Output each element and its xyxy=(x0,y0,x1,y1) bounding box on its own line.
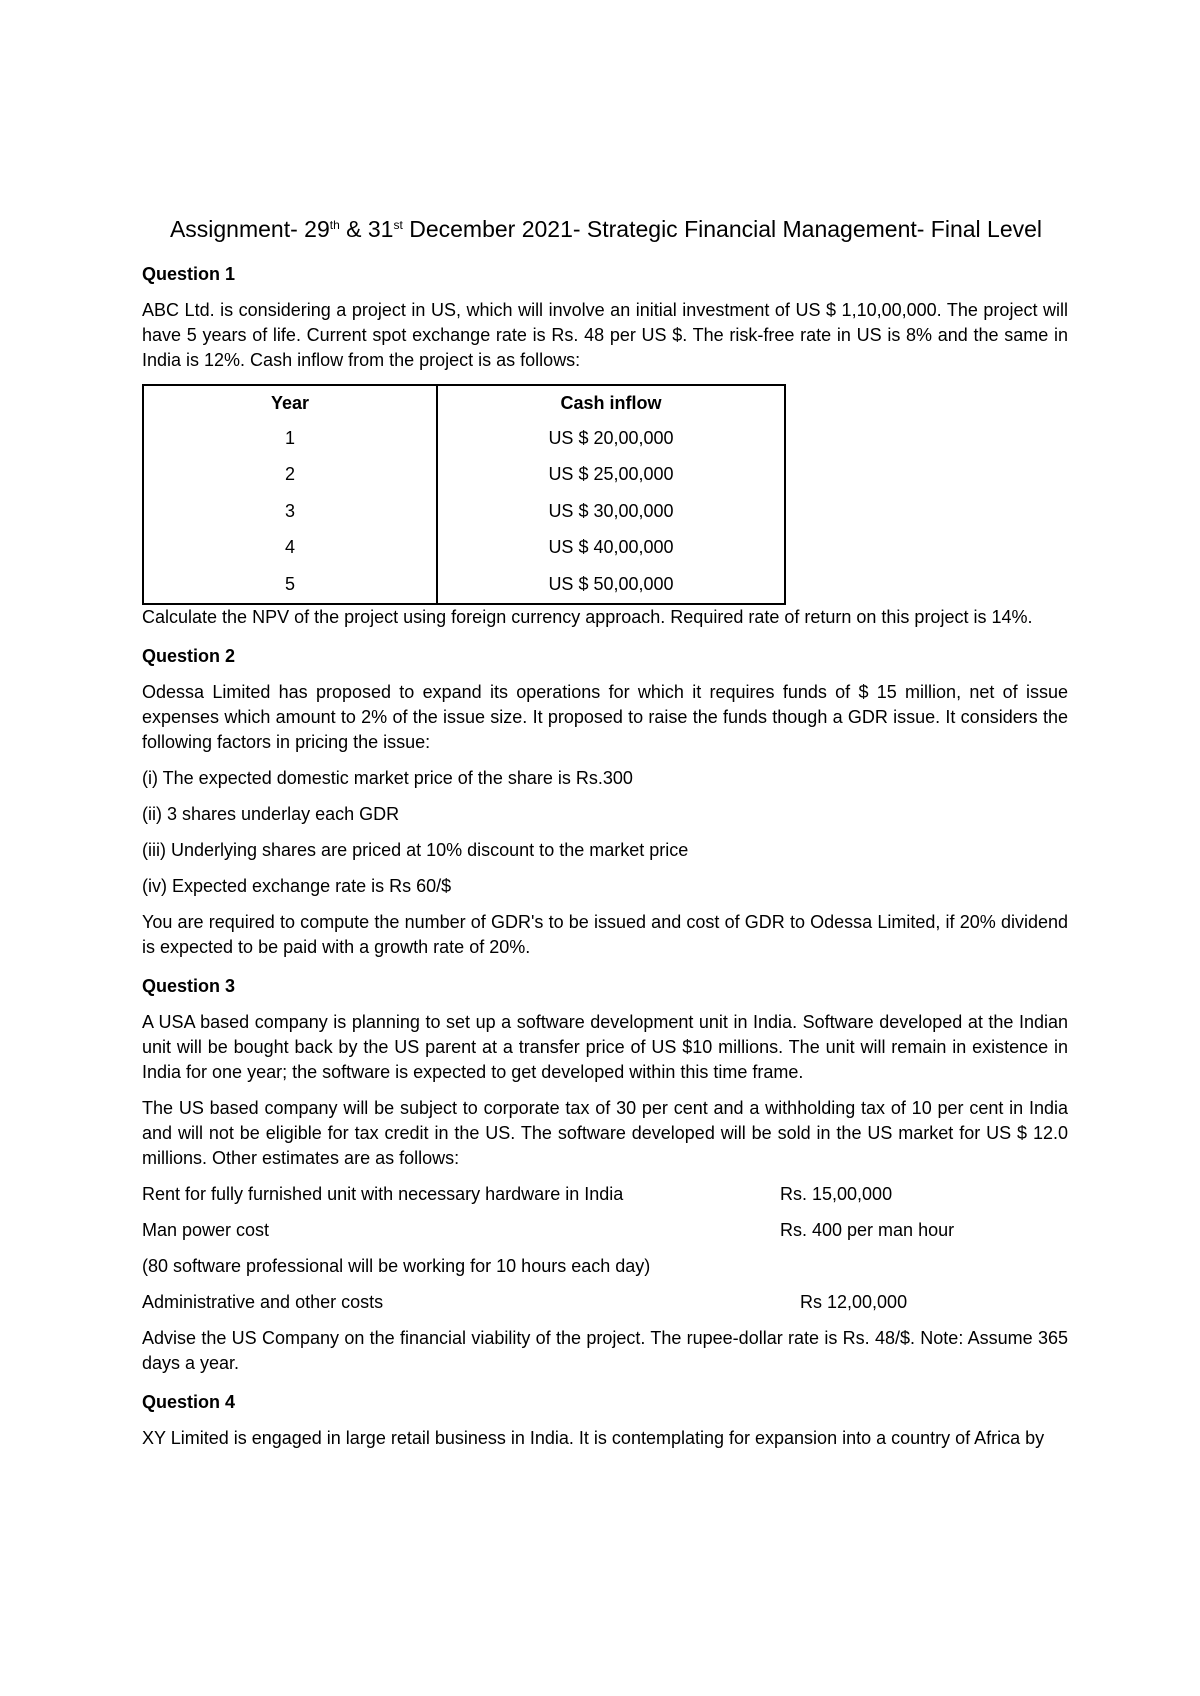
table-cell-year: 2 xyxy=(143,457,437,494)
question-1-heading: Question 1 xyxy=(142,264,236,284)
table-cell-year: 4 xyxy=(143,530,437,567)
table-row xyxy=(143,530,785,567)
estimate-label-admin: Administrative and other costs xyxy=(142,1291,384,1312)
table-cell-cash-inflow: US $ 25,00,000 xyxy=(548,464,674,485)
question-4-heading: Question 4 xyxy=(142,1391,236,1412)
document-title: Assignment- 29th & 31st December 2021- Strategic Financial Management- Final Level xyxy=(169,216,1043,242)
estimate-row-manpower xyxy=(142,1218,1068,1243)
estimate-row-admin xyxy=(142,1290,1068,1315)
question-2-closing: You are required to compute the number of GDR's to be issued and cost of GDR to Odessa Limited, if 20% dividend is expected to be paid with a growth rate of 20%. xyxy=(142,911,1068,957)
table-row xyxy=(143,493,785,530)
question-3-heading: Question 3 xyxy=(142,975,236,996)
question-2-item-3: (iii) Underlying shares are priced at 10% discount to the market price xyxy=(142,839,689,860)
table-header-cash-inflow: Cash inflow xyxy=(560,392,662,413)
estimate-label-manpower: Man power cost xyxy=(142,1219,270,1240)
table-cell-cash-inflow: US $ 40,00,000 xyxy=(548,537,674,558)
table-cell-cash-inflow: US $ 30,00,000 xyxy=(548,500,674,521)
question-2-item-1: (i) The expected domestic market price of the share is Rs.300 xyxy=(142,767,633,788)
table-cell-year: 3 xyxy=(143,493,437,530)
table-row xyxy=(143,566,785,604)
question-2-intro: Odessa Limited has proposed to expand its operations for which it requires funds of $ 15 million, net of issue expenses which amount to 2% of the issue size. It proposed to raise the funds though a GDR issue. It considers the following factors in pricing the issue: xyxy=(142,681,1068,752)
table-row xyxy=(143,457,785,494)
table-row xyxy=(143,420,785,457)
question-3-closing: Advise the US Company on the financial viability of the project. The rupee-dollar rate is Rs. 48/$. Note: Assume 365 days a year. xyxy=(142,1327,1068,1373)
estimate-note-manpower: (80 software professional will be working for 10 hours each day) xyxy=(142,1255,651,1276)
document-body xyxy=(142,214,1068,1462)
table-cell-cash-inflow: US $ 20,00,000 xyxy=(548,427,674,448)
question-1-intro: ABC Ltd. is considering a project in US, which will involve an initial investment of US $ 1,10,00,000. The project will have 5 years of life. Current spot exchange rate is Rs. 48 per US $. The risk-free rate in US is 8% and the same in India is 12%. Cash inflow from the project is as follows: xyxy=(142,300,1068,370)
question-3-para-1: A USA based company is planning to set up a software development unit in India. Software developed at the Indian unit will be bought back by the US parent at a transfer price of US $10 millions. The unit will remain in existence in India for one year; the software is expected to get developed within this time frame. xyxy=(142,1011,1068,1082)
table-header-row xyxy=(143,385,785,420)
question-4-intro: XY Limited is engaged in large retail business in India. It is contemplating for expansion into a country of Africa by xyxy=(142,1427,1045,1448)
question-2-item-4: (iv) Expected exchange rate is Rs 60/$ xyxy=(142,875,452,896)
question-3-para-2: The US based company will be subject to corporate tax of 30 per cent and a withholding tax of 10 per cent in India and will not be eligible for tax credit in the US. The software developed will be sold in the US market for US $ 12.0 millions. Other estimates are as follows: xyxy=(142,1097,1068,1168)
estimate-value-rent: Rs. 15,00,000 xyxy=(780,1183,893,1204)
estimate-row-rent xyxy=(142,1182,1068,1207)
question-2-item-2: (ii) 3 shares underlay each GDR xyxy=(142,803,400,824)
estimate-value-manpower: Rs. 400 per man hour xyxy=(780,1219,955,1240)
question-1-closing: Calculate the NPV of the project using foreign currency approach. Required rate of return on this project is 14%. xyxy=(142,606,1033,627)
estimate-row-manpower-note xyxy=(142,1254,1068,1279)
table-cell-year: 5 xyxy=(143,566,437,604)
table-cell-cash-inflow: US $ 50,00,000 xyxy=(548,573,674,594)
estimate-value-admin: Rs 12,00,000 xyxy=(800,1291,908,1312)
table-header-year: Year xyxy=(143,385,437,420)
estimate-label-rent: Rent for fully furnished unit with necessary hardware in India xyxy=(142,1183,624,1204)
cash-inflow-table xyxy=(142,384,786,605)
table-cell-year: 1 xyxy=(143,420,437,457)
question-2-heading: Question 2 xyxy=(142,645,236,666)
